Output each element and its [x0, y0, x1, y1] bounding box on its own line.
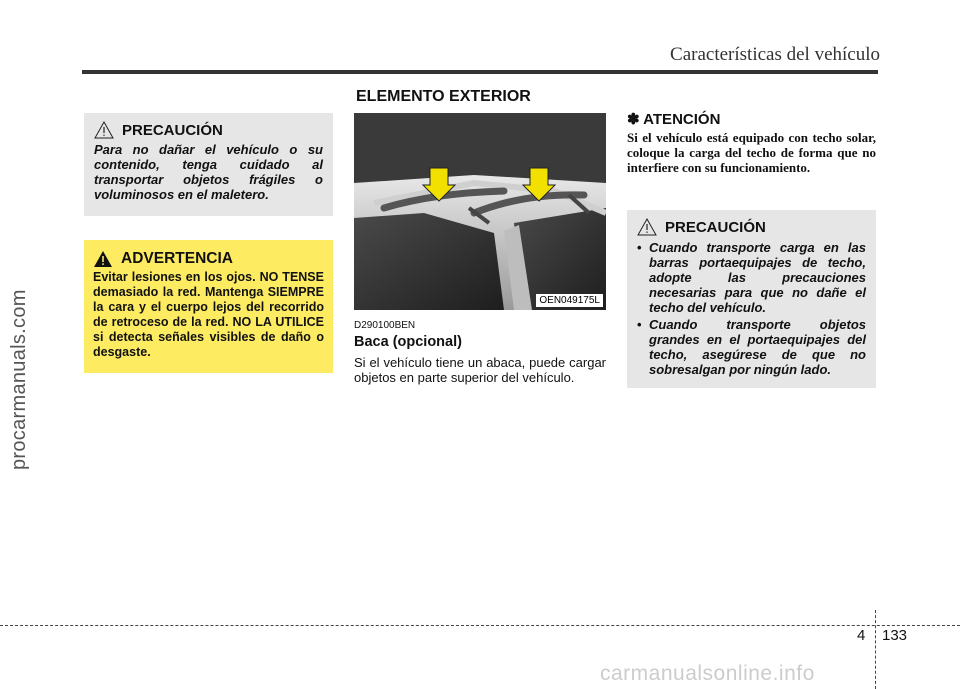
header-rule — [82, 70, 878, 74]
attention-text: Si el vehículo está equipado con techo solar, coloque la carga del techo de forma que no interfiere con su funcionamiento. — [627, 130, 876, 175]
warning-triangle-icon — [94, 121, 114, 139]
roof-rack-text: Si el vehículo tiene un abaca, puede cargar objetos en parte superior del vehículo. — [354, 355, 606, 385]
side-watermark: procarmanuals.com — [8, 289, 30, 470]
subsection-title: Baca (opcional) — [354, 334, 462, 350]
roof-rack-photo — [354, 113, 606, 310]
caution-box-maletero — [84, 113, 333, 216]
caution-title: PRECAUCIÓN — [122, 121, 223, 139]
header-title: Características del vehículo — [670, 44, 880, 65]
page-number: 133 — [882, 627, 908, 644]
chapter-number: 4 — [857, 627, 866, 644]
warning-text: Evitar lesiones en los ojos. NO TENSE demasiado la red. Mantenga SIEMPRE la cara y el cuerpo lejos del recorrido de retroceso de la red. NO LA UTILICE si detecta señales visibles de daño o desgaste. — [93, 270, 324, 359]
section-title: ELEMENTO EXTERIOR — [356, 88, 531, 105]
warning-triangle-icon — [637, 218, 657, 236]
footer-watermark: carmanualsonline.info — [600, 662, 815, 685]
caution-list — [637, 240, 866, 377]
list-item: • Cuando transporte objetos grandes en el portaequipajes del techo, asegúrese de que no sobresalgan por ningún lado. — [637, 317, 866, 377]
list-item: • Cuando transporte carga en las barras portaequipajes de techo, adopte las precauciones necesarias para que no dañe el techo del vehículo. — [637, 240, 866, 315]
caution-box-roof — [627, 210, 876, 388]
footer-divider — [875, 610, 876, 689]
footer-rule — [0, 625, 960, 626]
document-code: D290100BEN — [354, 320, 416, 331]
warning-title: ADVERTENCIA — [121, 250, 233, 267]
warning-triangle-icon — [93, 250, 113, 268]
warning-box — [84, 240, 333, 373]
car-roof-illustration — [354, 113, 606, 310]
figure-code: OEN049175L — [536, 294, 603, 307]
attention-title: ✽ ATENCIÓN — [627, 111, 721, 128]
caution-title: PRECAUCIÓN — [665, 218, 766, 236]
caution-text: Para no dañar el vehículo o su contenido, tenga cuidado al transportar objetos frágiles o voluminosos en el maletero. — [94, 142, 323, 202]
